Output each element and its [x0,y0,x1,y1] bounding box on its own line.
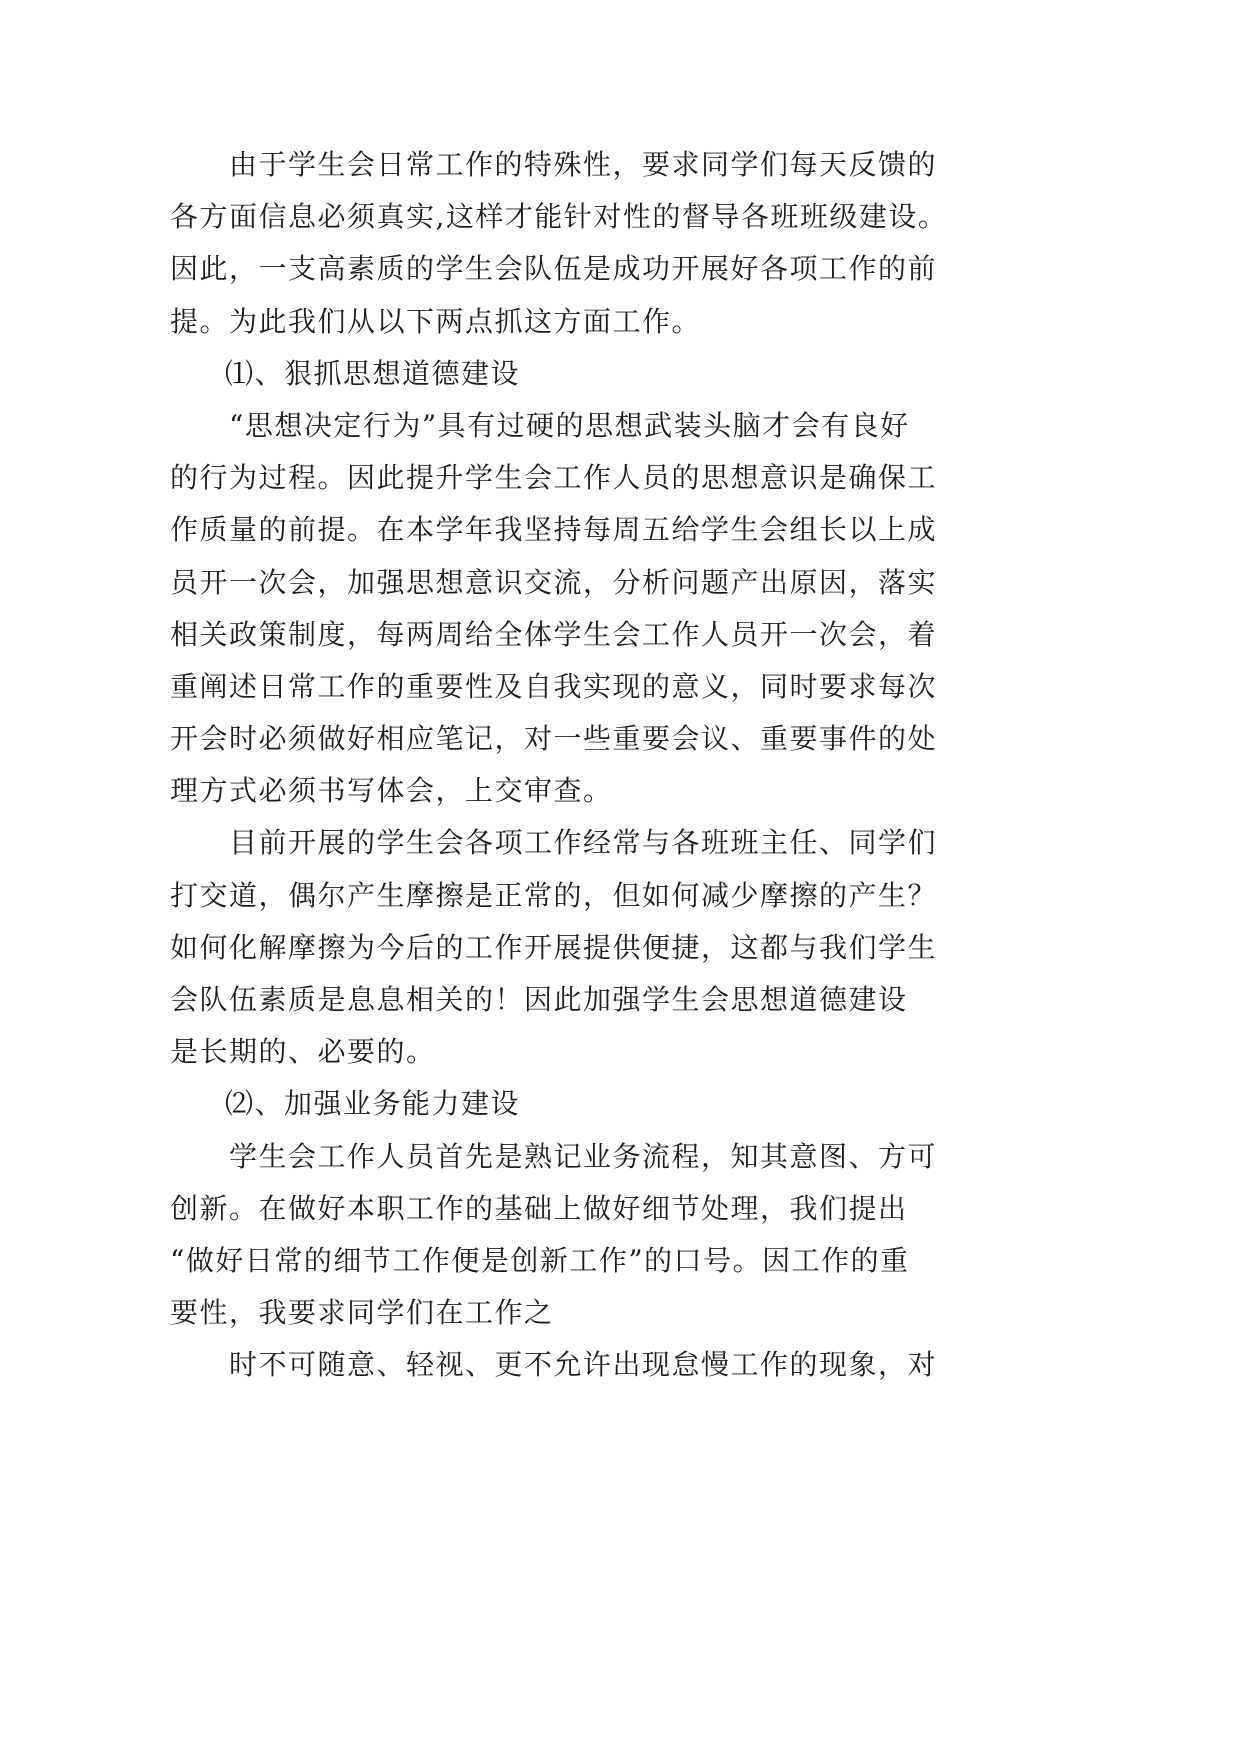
paragraph-line: 打交道，偶尔产生摩擦是正常的，但如何减少摩擦的产生？ [170,878,938,912]
paragraph-line: “思想决定行为”具有过硬的思想武装头脑才会有良好 [229,408,910,442]
section-heading [170,1078,990,1130]
paragraph-line: 目前开展的学生会各项工作经常与各班班主任、同学们 [229,826,938,860]
paragraph-line: 会队伍素质是息息相关的！因此加强学生会思想道德建设 [170,983,908,1016]
paragraph [170,400,990,818]
paragraph-line: 由于学生会日常工作的特殊性，要求同学们每天反馈的 [229,148,938,181]
section-heading-text: ⑴、狠抓思想道德建设 [225,356,521,390]
paragraph [170,1339,990,1391]
paragraph-line: 相关政策制度，每两周给全体学生会工作人员开一次会，着 [170,617,938,651]
paragraph-line: 提。为此我们从以下两点抓这方面工作。 [170,304,702,338]
paragraph-line: 员开一次会，加强思想意识交流，分析问题产出原因，落实 [170,565,938,599]
paragraph-line: 如何化解摩擦为今后的工作开展提供便捷，这都与我们学生 [170,930,938,964]
paragraph-line: 重阐述日常工作的重要性及自我实现的意义，同时要求每次 [170,669,938,703]
paragraph-line: 学生会工作人员首先是熟记业务流程，知其意图、方可 [229,1139,938,1173]
document-body [170,139,990,1392]
paragraph-line: 因此，一支高素质的学生会队伍是成功开展好各项工作的前 [170,252,938,286]
paragraph [170,1131,990,1340]
section-heading [170,348,990,400]
paragraph-line: 开会时必须做好相应笔记，对一些重要会议、重要事件的处 [170,722,938,756]
paragraph-line: 的行为过程。因此提升学生会工作人员的思想意识是确保工 [170,461,938,495]
paragraph-line: 理方式必须书写体会，上交审查。 [170,774,613,808]
section-heading-text: ⑵、加强业务能力建设 [225,1087,521,1121]
paragraph-line: 创新。在做好本职工作的基础上做好细节处理，我们提出 [170,1191,908,1225]
paragraph-line: 是长期的、必要的。 [170,1035,436,1069]
paragraph-line: 要性，我要求同学们在工作之 [170,1296,554,1330]
paragraph-line: 各方面信息必须真实,这样才能针对性的督导各班班级建设。 [170,200,948,234]
paragraph-line: “做好日常的细节工作便是创新工作”的口号。因工作的重 [170,1243,910,1277]
paragraph-line: 作质量的前提。在本学年我坚持每周五给学生会组长以上成 [170,513,938,547]
paragraph [170,139,990,348]
paragraph [170,817,990,1078]
paragraph-line: 时不可随意、轻视、更不允许出现怠慢工作的现象，对 [229,1348,938,1382]
